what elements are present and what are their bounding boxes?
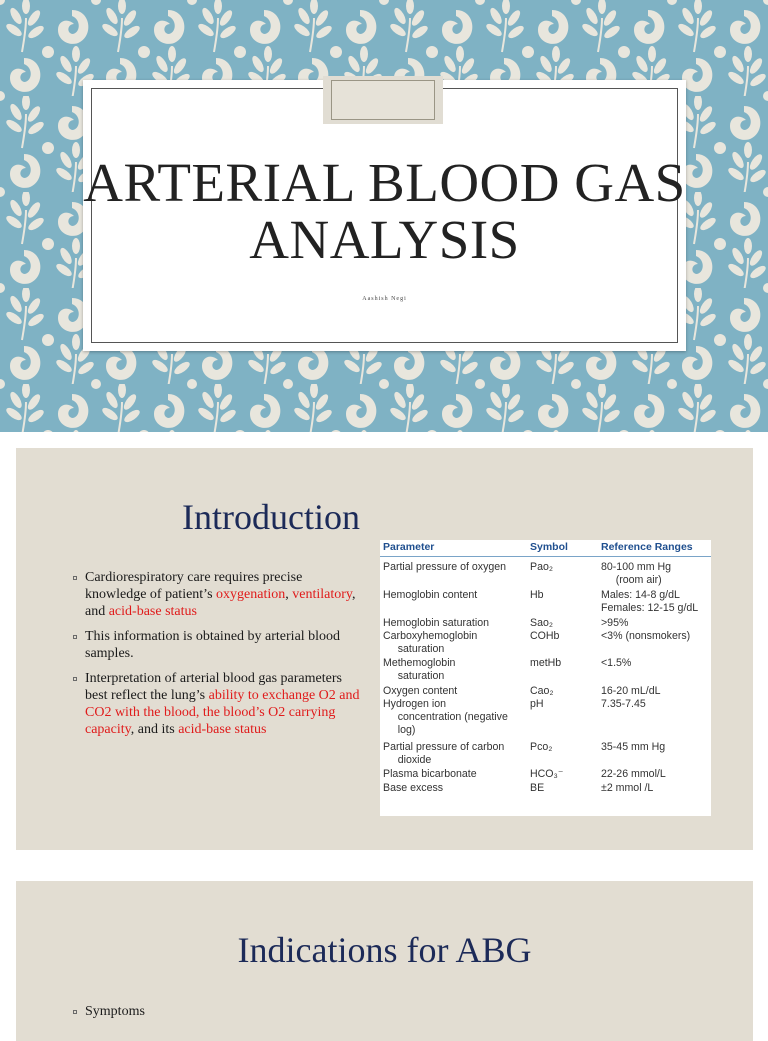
introduction-slide (16, 448, 753, 850)
bullet-item (72, 569, 362, 620)
range-cell: 22-26 mmol/L (601, 768, 666, 780)
header-symbol: Symbol (530, 541, 568, 553)
title-tab-inner (331, 80, 435, 120)
parameter-cell: Plasma bicarbonate (383, 768, 477, 780)
title-slide (0, 0, 768, 432)
highlighted-text: ability to exchange O2 and CO2 with the blood, the blood’s O2 carrying capacity (85, 688, 360, 737)
range-cell: ±2 mmol /L (601, 782, 654, 794)
introduction-heading: Introduction (182, 497, 360, 537)
highlighted-text: acid-base status (178, 722, 267, 737)
parameter-cell: Oxygen content (383, 685, 458, 697)
symbol-cell: Cao₂ (530, 685, 554, 697)
bullet-text: This information is obtained by arterial blood samples. (85, 629, 341, 661)
symbol-cell: COHb (530, 630, 560, 642)
range-cell: >95% (601, 617, 629, 629)
bullet-item (72, 628, 362, 662)
symbol-cell: BE (530, 782, 545, 794)
indications-heading: Indications for ABG (237, 930, 532, 970)
bullet-text: Interpretation of arterial blood gas parameters best reflect the lung’s (85, 671, 342, 703)
table-header (380, 540, 711, 557)
symbol-cell: pH (530, 698, 544, 710)
bullet-text: , and (85, 587, 356, 619)
range-cell: 16-20 mL/dL (601, 685, 661, 697)
author-name: Aashish Negi (362, 296, 407, 302)
symbol-cell: Pco₂ (530, 741, 553, 753)
range-cell: <1.5% (601, 657, 632, 669)
parameter-cell: Partial pressure of oxygen (383, 561, 507, 573)
parameter-cell: Carboxyhemoglobin saturation (383, 630, 478, 655)
bullet-text: Cardiorespiratory care requires precise knowledge of patient’s (85, 570, 303, 602)
parameter-cell: Hemoglobin content (383, 589, 478, 601)
symbol-cell: Pao₂ (530, 561, 553, 573)
slide-title: ARTERIAL BLOOD GAS ANALYSIS (83, 152, 686, 270)
header-reference-ranges: Reference Ranges (601, 541, 693, 553)
symbol-cell: metHb (530, 657, 562, 669)
range-cell: <3% (nonsmokers) (601, 630, 691, 642)
indications-slide (16, 881, 753, 1041)
header-parameter: Parameter (383, 541, 435, 553)
highlighted-text: acid-base status (108, 604, 197, 619)
reference-ranges-table (380, 540, 711, 816)
range-cell: Males: 14-8 g/dL Females: 12-15 g/dL (601, 589, 699, 614)
parameter-cell: Base excess (383, 782, 444, 794)
bullet-text: , (285, 587, 293, 602)
title-card (83, 80, 686, 351)
highlighted-text: ventilatory (292, 587, 352, 602)
bullet-text: , and its (130, 722, 179, 737)
symbol-cell: Sao₂ (530, 617, 553, 629)
highlighted-text: oxygenation (216, 587, 286, 602)
range-cell: 7.35-7.45 (601, 698, 646, 710)
indications-bullets (72, 1003, 372, 1028)
parameter-cell: Methemoglobin saturation (383, 657, 456, 682)
bullet-item: Symptoms (72, 1003, 372, 1020)
introduction-bullets (72, 569, 362, 746)
bullet-item (72, 670, 362, 738)
symbol-cell: Hb (530, 589, 544, 601)
symbol-cell: HCO₃⁻ (530, 768, 564, 780)
range-cell: 35-45 mm Hg (601, 741, 666, 753)
parameter-cell: Hydrogen ion concentration (negative log) (383, 698, 508, 736)
parameter-cell: Hemoglobin saturation (383, 617, 489, 629)
range-cell: 80-100 mm Hg (room air) (601, 561, 672, 586)
parameter-cell: Partial pressure of carbon dioxide (383, 741, 505, 766)
